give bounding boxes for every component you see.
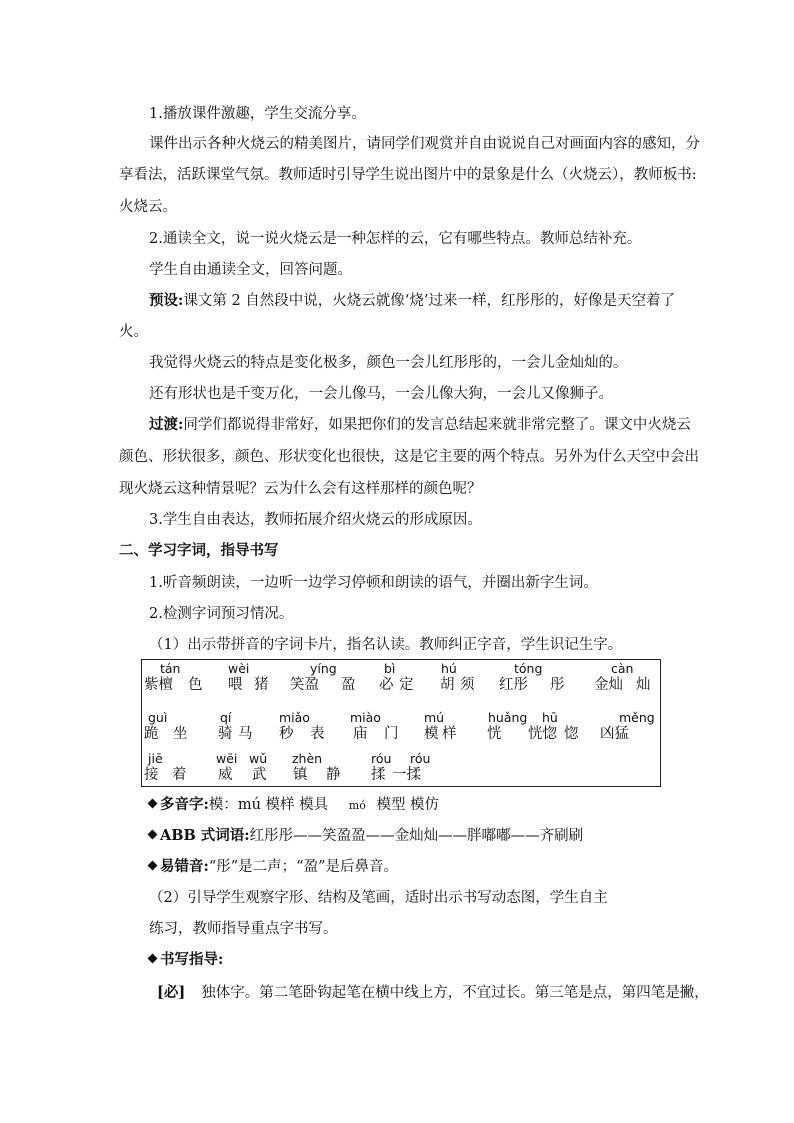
hanzi: 秒	[279, 726, 294, 742]
hanzi: 武	[252, 767, 267, 783]
pinyin: càn	[611, 661, 634, 676]
pinyin: qí	[220, 710, 232, 725]
hanzi: 恍	[487, 726, 502, 742]
hanzi: 灿	[636, 677, 651, 693]
hanzi: 胡	[440, 677, 455, 693]
para-2-line-2: 享看法，活跃课堂气氛。教师适时引导学生说出图片中的景象是什么（火烧云），教师板书:	[119, 167, 697, 183]
para-14: 练习，教师指导重点字书写。	[149, 921, 338, 937]
hanzi: 一揉	[392, 767, 421, 783]
para-5-line-2: 火。	[119, 324, 148, 340]
pinyin: mú	[424, 710, 445, 725]
pinyin: jiē	[148, 751, 163, 766]
pinyin: miǎo	[279, 710, 310, 725]
pinyin: měng	[619, 710, 655, 725]
hanzi: 猪	[254, 677, 269, 693]
hanzi: 揉	[371, 767, 386, 783]
hanzi: 色	[188, 677, 203, 693]
pinyin: wǔ	[249, 751, 268, 766]
pinyin: róu	[410, 751, 431, 766]
abb-words-line: ABB 式词语:红彤彤——笑盈盈——金灿灿——胖嘟嘟——齐刷刷	[149, 826, 583, 846]
pinyin: hú	[441, 661, 457, 676]
hanzi: 静	[326, 767, 341, 783]
hanzi: 须	[460, 677, 475, 693]
para-5-line-1: 预设:课文第 2 自然段中说，火烧云就像‘烧’过来一样，红彤彤的，好像是天空着了	[149, 292, 676, 309]
para-9: 3.学生自由表达，教师拓展介绍火烧云的形成原因。	[149, 512, 482, 528]
pinyin: miào	[350, 710, 381, 725]
para-8-line-1: 过渡:同学们都说得非常好，如果把你们的发言总结起来就非常完整了。课文中火烧云	[149, 416, 691, 433]
para-2-line-1: 课件出示各种火烧云的精美图片，请同学们观赏并自由说说自己对画面内容的感知，分	[149, 136, 700, 152]
pinyin: wèi	[228, 661, 250, 676]
pinyin: huǎng	[488, 710, 528, 725]
para-3: 2.通读全文，说一说火烧云是一种怎样的云，它有哪些特点。教师总结补充。	[149, 231, 642, 247]
polyphone-line: 多音字:模：mú 模样 模具 mó 模型 模仿	[149, 795, 439, 816]
pinyin: guì	[148, 710, 168, 725]
para-4: 学生自由通读全文，回答问题。	[149, 262, 352, 278]
hanzi: 跪	[144, 726, 159, 742]
para-10: 1.听音频朗读，一边听一边学习停顿和朗读的语气，并圈出新字生词。	[149, 575, 598, 591]
writing-guide-line: 书写指导:	[149, 950, 223, 970]
pinyin: tán	[160, 661, 181, 676]
hanzi: 庙	[353, 726, 368, 742]
hanzi: 骑	[218, 726, 233, 742]
para-15: [必] 独体字。第二笔卧钩起笔在横中线上方，不宜过长。第三笔是点，第四笔是撇，	[157, 984, 709, 1001]
para-2-line-3: 火烧云。	[119, 199, 177, 215]
diamond-bullet-icon	[148, 799, 158, 809]
hanzi: 凶猛	[600, 726, 629, 742]
pinyin: yíng	[310, 661, 337, 676]
hanzi: 必	[379, 677, 394, 693]
required-tag: [必]	[157, 984, 186, 1001]
hanzi: 表	[310, 726, 325, 742]
hanzi: 彤	[550, 677, 565, 693]
para-8-line-2: 颜色、形状很多，颜色、形状变化也很快，这是它主要的两个特点。另外为什么天空中会出	[119, 449, 699, 465]
diamond-bullet-icon	[148, 830, 158, 840]
pinyin-card	[141, 659, 661, 787]
error-prone-line: 易错音:“彤”是二声；“盈”是后鼻音。	[149, 857, 398, 877]
diamond-bullet-icon	[148, 954, 158, 964]
hanzi: 喂	[228, 677, 243, 693]
pinyin: bì	[384, 661, 396, 676]
hanzi: 镇	[293, 767, 308, 783]
hanzi: 定	[399, 677, 414, 693]
hanzi: 紫檀	[144, 677, 173, 693]
para-11: 2.检测字词预习情况。	[149, 606, 294, 622]
hanzi: 盈	[341, 677, 356, 693]
hanzi: 恍惚	[528, 726, 557, 742]
para-1: 1.播放课件激趣，学生交流分享。	[149, 106, 366, 122]
hanzi: 笑盈	[290, 677, 319, 693]
hanzi: 威	[218, 767, 233, 783]
hanzi: 模	[424, 726, 439, 742]
hanzi: 接	[144, 767, 159, 783]
hanzi: 门	[384, 726, 399, 742]
para-8-line-3: 现火烧云这种情景呢？云为什么会有这样那样的颜色呢？	[119, 481, 482, 497]
para-7: 还有形状也是千变万化，一会儿像马，一会儿像大狗，一会儿又像狮子。	[149, 386, 613, 402]
para-12: （1）出示带拼音的字词卡片，指名认读。教师纠正字音，学生识记生字。	[149, 637, 623, 653]
hanzi: 金灿	[594, 677, 623, 693]
pinyin: hū	[542, 710, 558, 725]
pinyin: wēi	[216, 751, 238, 766]
para-13: （2）引导学生观察字形、结构及笔画，适时出示书写动态图，学生自主	[149, 890, 608, 906]
hanzi: 坐	[173, 726, 188, 742]
hanzi: 红彤	[499, 677, 528, 693]
para-6: 我觉得火烧云的特点是变化极多，颜色一会儿红彤彤的，一会儿金灿灿的。	[149, 355, 628, 371]
hanzi: 马	[238, 726, 253, 742]
pinyin: tóng	[514, 661, 543, 676]
hanzi: 样	[442, 726, 457, 742]
preset-label: 预设:	[149, 292, 184, 309]
section-heading: 二、学习字词，指导书写	[119, 542, 279, 559]
hanzi: 着	[172, 767, 187, 783]
pinyin: róu	[371, 751, 392, 766]
diamond-bullet-icon	[148, 861, 158, 871]
transition-label: 过渡:	[149, 416, 184, 433]
pinyin: zhèn	[292, 751, 323, 766]
hanzi: 惚	[564, 726, 579, 742]
